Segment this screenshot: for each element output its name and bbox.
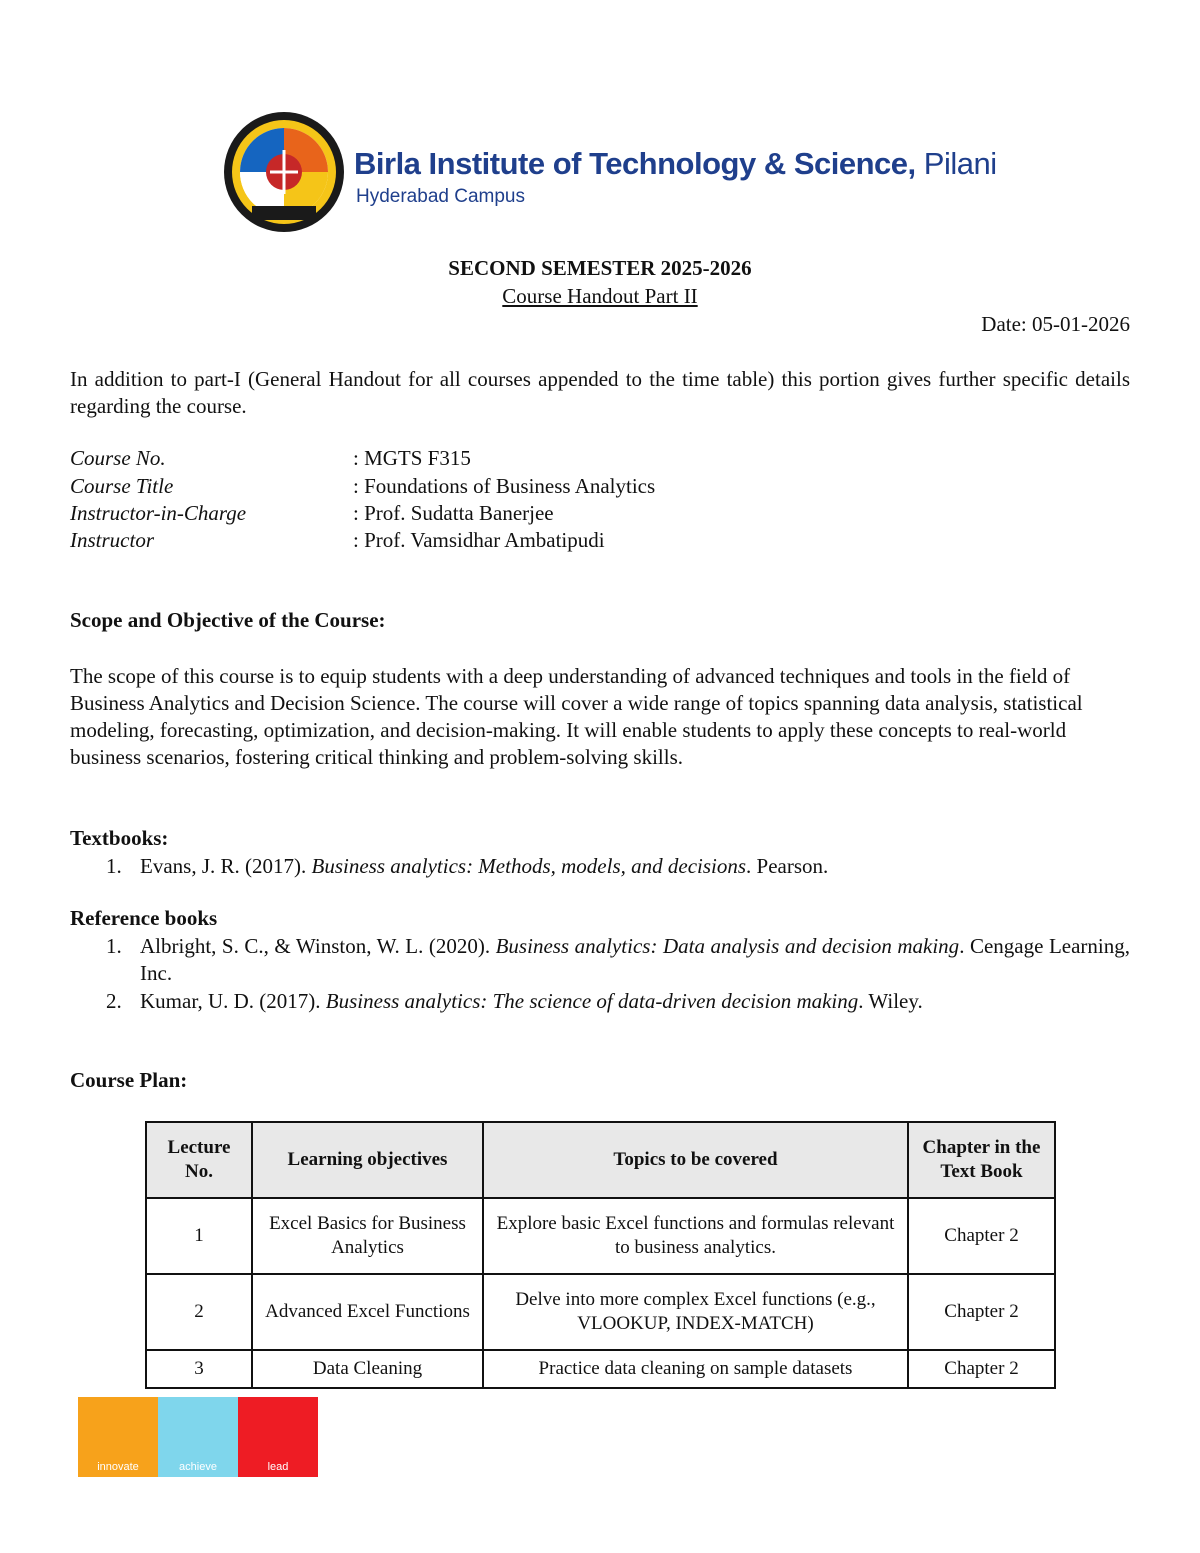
list-number: 2. <box>106 989 122 1013</box>
table-cell: Delve into more complex Excel functions (e.g., VLOOKUP, INDEX-MATCH) <box>483 1274 908 1350</box>
info-key: Instructor <box>70 528 154 552</box>
list-number: 1. <box>106 934 122 958</box>
course-plan-table <box>145 1121 1056 1389</box>
table-cell: Explore basic Excel functions and formulas relevant to business analytics. <box>483 1198 908 1274</box>
campus-name: Hyderabad Campus <box>356 186 525 207</box>
document-date: Date: 05-01-2026 <box>981 312 1130 336</box>
innovate-block <box>78 1397 158 1477</box>
table-cell: Chapter 2 <box>908 1350 1055 1388</box>
brand-label: lead <box>267 1461 289 1473</box>
achieve-block <box>158 1397 238 1477</box>
course-info-row <box>70 528 970 555</box>
column-header: Chapter in the Text Book <box>908 1122 1055 1198</box>
table-row <box>146 1198 1055 1274</box>
table-cell: Chapter 2 <box>908 1274 1055 1350</box>
brand-label: innovate <box>97 1461 139 1473</box>
info-value: : MGTS F315 <box>353 446 471 470</box>
info-value: : Prof. Vamsidhar Ambatipudi <box>353 528 605 552</box>
table-cell: 1 <box>146 1198 252 1274</box>
brand-strip-logo <box>78 1397 318 1477</box>
list-number: 1. <box>106 854 122 878</box>
scope-heading: Scope and Objective of the Course: <box>70 608 386 632</box>
table-cell: 2 <box>146 1274 252 1350</box>
info-key: Instructor-in-Charge <box>70 501 247 525</box>
table-header-row <box>146 1122 1055 1198</box>
citation: Evans, J. R. (2017). Business analytics: Methods, models, and decisions. Pearson. <box>140 854 829 878</box>
citation: Kumar, U. D. (2017). Business analytics: The science of data-driven decision making. Wiley. <box>140 989 923 1013</box>
table-cell: Practice data cleaning on sample datasets <box>483 1350 908 1388</box>
institute-logo <box>222 110 997 245</box>
reference-item <box>70 988 1130 1015</box>
institute-name: Birla Institute of Technology & Science, Pilani <box>354 146 997 181</box>
column-header: Learning objectives <box>252 1122 483 1198</box>
course-info-row <box>70 501 970 528</box>
table-cell: Excel Basics for Business Analytics <box>252 1198 483 1274</box>
intro-paragraph: In addition to part-I (General Handout for all courses appended to the time table) this portion gives further specific details regarding the course. <box>70 367 1130 418</box>
column-header: Lecture No. <box>146 1122 252 1198</box>
handout-title: Course Handout Part II <box>502 284 698 308</box>
textbook-item <box>70 853 1130 880</box>
course-info-row <box>70 446 970 473</box>
table-cell: Advanced Excel Functions <box>252 1274 483 1350</box>
info-value: : Prof. Sudatta Banerjee <box>353 501 554 525</box>
semester-title: SECOND SEMESTER 2025-2026 <box>448 256 752 280</box>
table-cell: Chapter 2 <box>908 1198 1055 1274</box>
info-key: Course Title <box>70 474 174 498</box>
course-info-row <box>70 474 970 501</box>
table-cell: Data Cleaning <box>252 1350 483 1388</box>
brand-label: achieve <box>179 1461 217 1473</box>
table-row <box>146 1274 1055 1350</box>
lead-block <box>238 1397 318 1477</box>
table-cell: 3 <box>146 1350 252 1388</box>
course-plan-heading: Course Plan: <box>70 1068 188 1092</box>
table-row <box>146 1350 1055 1388</box>
textbooks-heading: Textbooks: <box>70 826 169 850</box>
institute-seal-icon <box>222 110 346 234</box>
column-header: Topics to be covered <box>483 1122 908 1198</box>
info-value: : Foundations of Business Analytics <box>353 474 656 498</box>
citation: Albright, S. C., & Winston, W. L. (2020). Business analytics: Data analysis and decision making. Cengage Learning, Inc. <box>140 934 1130 985</box>
info-key: Course No. <box>70 446 166 470</box>
scope-paragraph: The scope of this course is to equip students with a deep understanding of advanced techniques and tools in the field of Business Analytics and Decision Science. The course will cover a wide range of topics spanning data analysis, statistical modeling, forecasting, optimization, and decision-making. It will enable students to apply these concepts to real-world business scenarios, fostering critical thinking and problem-solving skills. <box>70 664 1083 769</box>
reference-item <box>70 933 1130 987</box>
reference-books-heading: Reference books <box>70 906 218 930</box>
